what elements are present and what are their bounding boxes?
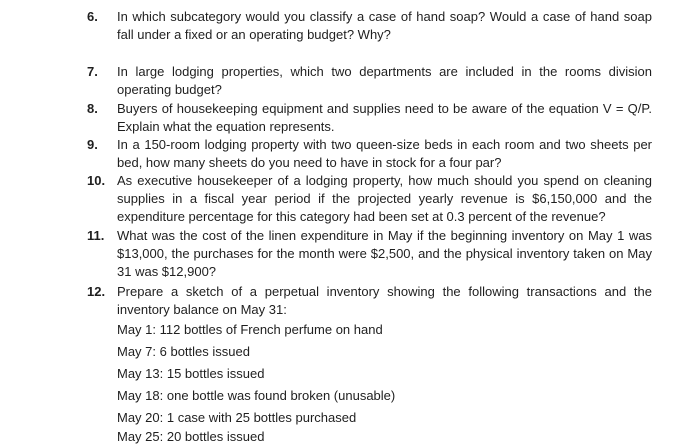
question-number: 11. bbox=[87, 228, 105, 243]
transaction-item: May 25: 20 bottles issued bbox=[117, 429, 265, 444]
question-number: 12. bbox=[87, 284, 106, 299]
question-text: In which subcategory would you classify a case of hand soap? Would a case of hand soap fall under a fixed or an operating budget? Why? bbox=[117, 9, 652, 42]
question-text: Prepare a sketch of a perpetual inventory showing the following transactions and the inventory balance on May 31: bbox=[117, 284, 652, 317]
question-text: In large lodging properties, which two departments are included in the rooms division operating budget? bbox=[117, 64, 652, 97]
question-text: Buyers of housekeeping equipment and supplies need to be aware of the equation V = Q/P. Explain what the equation represents. bbox=[117, 101, 652, 134]
question-text: As executive housekeeper of a lodging property, how much should you spend on cleaning supplies in a fiscal year period if the projected yearly revenue is $6,150,000 and the expenditure percentage for this category had been set at 0.3 percent of the revenue? bbox=[117, 173, 652, 224]
transaction-item: May 7: 6 bottles issued bbox=[117, 344, 250, 359]
transaction-item: May 20: 1 case with 25 bottles purchased bbox=[117, 410, 357, 425]
question-number: 7. bbox=[87, 64, 98, 79]
question-number: 9. bbox=[87, 137, 98, 152]
transaction-item: May 1: 112 bottles of French perfume on hand bbox=[117, 322, 383, 337]
question-number: 10. bbox=[87, 173, 106, 188]
question-text: What was the cost of the linen expenditure in May if the beginning inventory on May 1 was $13,000, the purchases for the month were $2,500, and the physical inventory taken on May 31 was $12,900? bbox=[117, 228, 652, 279]
question-text: In a 150-room lodging property with two queen-size beds in each room and two sheets per bed, how many sheets do you need to have in stock for a four par? bbox=[117, 137, 652, 170]
question-number: 6. bbox=[87, 9, 98, 24]
question-number: 8. bbox=[87, 101, 98, 116]
transaction-item: May 18: one bottle was found broken (unusable) bbox=[117, 388, 396, 403]
transaction-item: May 13: 15 bottles issued bbox=[117, 366, 265, 381]
